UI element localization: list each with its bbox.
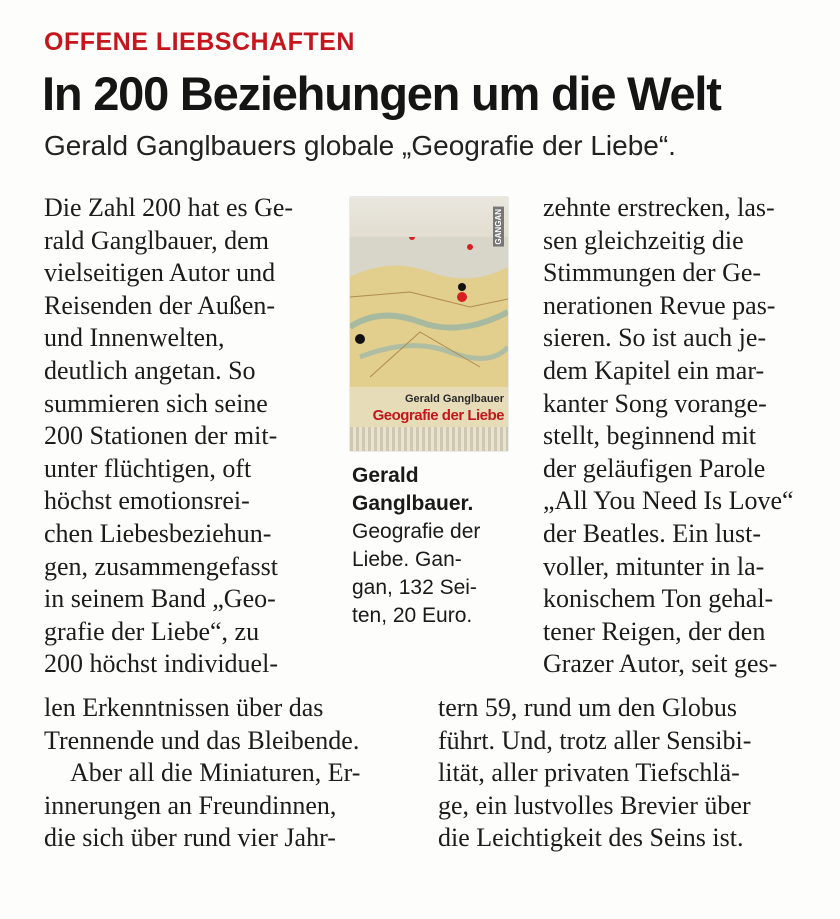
text-line: gen, zusammengefasst	[44, 551, 278, 581]
caption-line: Ganglbauer.	[352, 492, 474, 515]
text-line: führt. Und, trotz aller Sensibi-	[438, 725, 752, 755]
text-line: Aber all die Miniaturen, Er-	[70, 758, 361, 788]
column-3	[543, 192, 794, 681]
column-1-bottom	[44, 692, 360, 855]
text-line: len Erkenntnissen über das	[44, 693, 324, 722]
text-line: „All You Need Is Love“	[543, 486, 794, 516]
text-line: zehnte erstrecken, las-	[543, 193, 775, 222]
text-line: und Innenwelten,	[44, 323, 225, 353]
column-1	[44, 192, 293, 681]
text-line: Grazer Autor, seit ges-	[543, 649, 778, 679]
text-line: konischem Ton gehal-	[543, 584, 774, 614]
text-line: stellt, beginnend mit	[543, 421, 757, 451]
text-line: der Beatles. Ein lust-	[543, 518, 762, 548]
cover-author: Gerald Ganglbauer	[404, 393, 504, 405]
headline: In 200 Beziehungen um die Welt	[42, 67, 721, 120]
text-line: höchst emotionsrei-	[44, 486, 250, 516]
text-line: innerungen an Freundinnen,	[44, 790, 337, 820]
pin-red	[467, 244, 473, 250]
text-line: 200 höchst individuel-	[44, 649, 278, 679]
text-line: Trennende und das Bleibende.	[44, 725, 360, 755]
text-line: lität, aller privaten Tiefschlä-	[438, 758, 740, 788]
column-2-bottom	[438, 692, 751, 855]
text-line: vielseitigen Autor und	[44, 258, 276, 288]
pin-black	[355, 334, 365, 344]
caption-line: Gerald	[352, 464, 419, 487]
text-line: die sich über rund vier Jahr-	[44, 823, 336, 853]
kicker: OFFENE LIEBSCHAFTEN	[44, 28, 355, 56]
text-line: die Leichtigkeit des Seins ist.	[438, 823, 744, 853]
text-line: rald Ganglbauer, dem	[44, 225, 269, 255]
cover-title: Geografie der Liebe	[372, 407, 504, 424]
text-line: kanter Song vorange-	[543, 388, 767, 418]
cover-strip	[350, 427, 508, 451]
text-line: voller, mitunter in la-	[543, 551, 765, 581]
text-line: unter flüchtigen, oft	[44, 453, 252, 483]
subline: Gerald Ganglbauers globale „Geografie der Liebe“.	[44, 130, 676, 161]
text-line: 200 Stationen der mit-	[44, 421, 278, 451]
publisher-logo: GANGAN	[494, 209, 503, 245]
text-line: summieren sich seine	[44, 388, 268, 418]
text-line: sen gleichzeitig die	[543, 225, 744, 255]
caption-line: Geografie der	[352, 520, 481, 543]
text-line: Reisenden der Außen-	[44, 290, 276, 320]
text-line: dem Kapitel ein mar-	[543, 355, 765, 385]
text-line: Stimmungen der Ge-	[543, 258, 762, 288]
text-line: deutlich angetan. So	[44, 355, 256, 385]
text-line: Die Zahl 200 hat es Ge-	[44, 193, 294, 222]
image-caption	[352, 462, 480, 630]
text-line: der geläufigen Parole	[543, 453, 766, 483]
text-line: nerationen Revue pas-	[543, 290, 776, 320]
text-line: tern 59, rund um den Globus	[438, 693, 737, 722]
caption-line: ten, 20 Euro.	[352, 604, 473, 627]
caption-line: Liebe. Gan-	[352, 548, 462, 571]
text-line: in seinem Band „Geo-	[44, 584, 276, 614]
text-line: grafie der Liebe“, zu	[44, 616, 260, 646]
text-line: tener Reigen, der den	[543, 616, 766, 646]
text-line: sieren. So ist auch je-	[543, 323, 767, 353]
book-cover	[350, 197, 508, 451]
text-line: ge, ein lustvolles Brevier über	[438, 790, 751, 820]
text-line: chen Liebesbeziehun-	[44, 518, 272, 548]
map-illustration	[350, 237, 508, 387]
pin-red	[457, 292, 467, 302]
caption-line: gan, 132 Sei-	[352, 576, 477, 599]
pin-black	[458, 283, 466, 291]
